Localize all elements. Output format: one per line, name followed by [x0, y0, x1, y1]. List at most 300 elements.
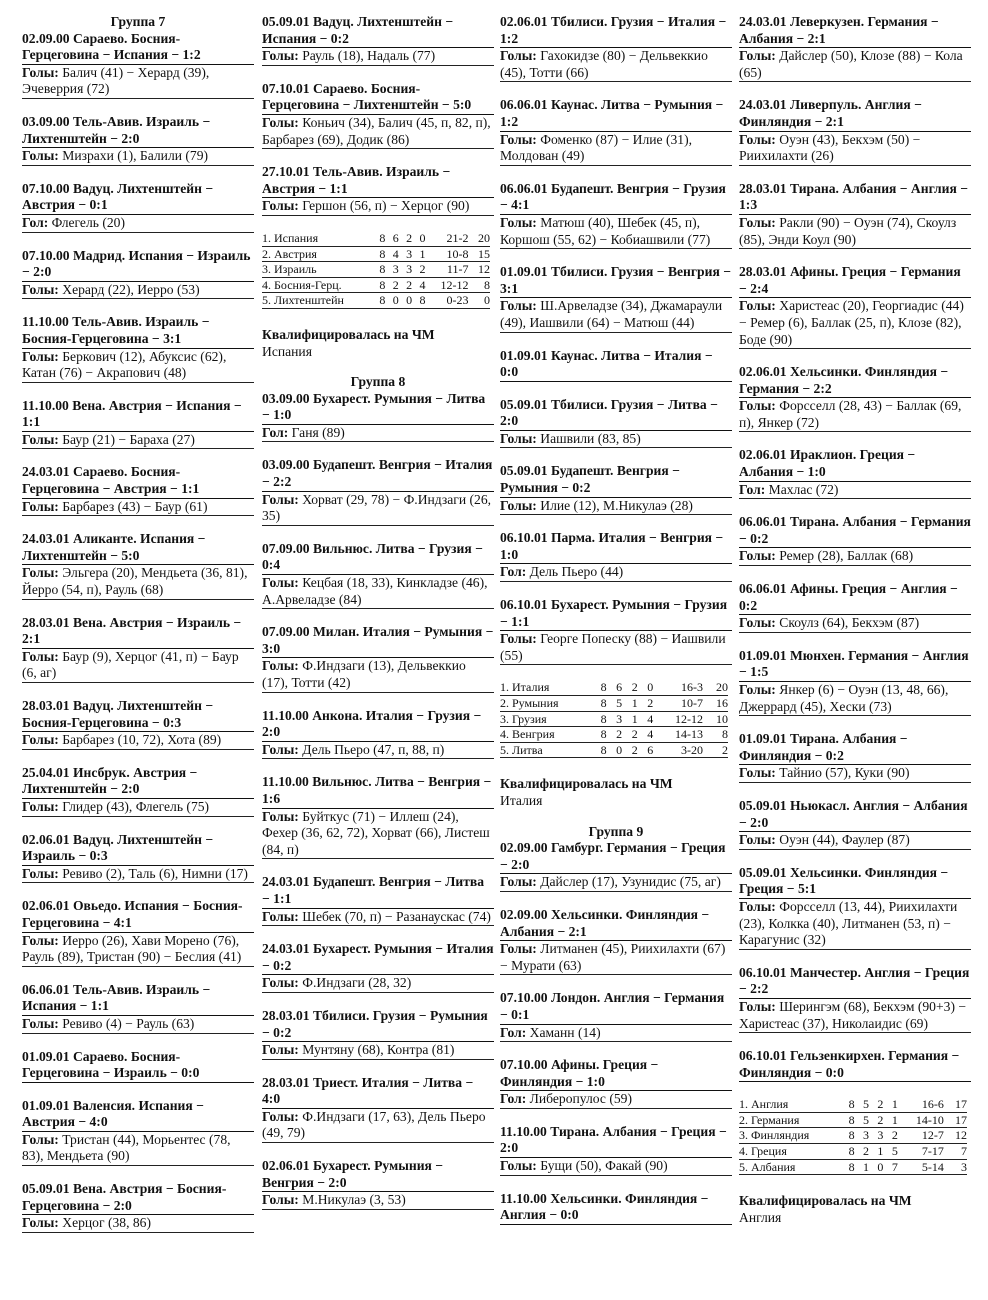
match-header: 11.10.00 Анкона. Италия − Грузия − 2:0	[262, 708, 494, 742]
match-entry	[500, 14, 732, 82]
goals-scorers: Георге Попеску (88) − Иашвили (55)	[500, 631, 726, 663]
standings-gd: 21-2	[426, 231, 469, 246]
standings-w: 2	[607, 727, 623, 743]
standings-d: 2	[869, 1097, 883, 1112]
goals-scorers: Буйткус (71) − Иллеш (24), Фехер (36, 62, 72), Хорват (66), Листеш (84, п)	[262, 808, 490, 857]
match-header: 06.10.01 Парма. Италия − Венгрия − 1:0	[500, 530, 732, 564]
match-goals	[500, 631, 732, 665]
standings-d: 0	[399, 293, 412, 309]
goals-label: Гол:	[22, 214, 49, 230]
match-goals	[262, 575, 494, 609]
goals-label: Голы:	[500, 941, 537, 957]
standings-p: 8	[372, 231, 385, 246]
goals-label: Голы:	[262, 975, 299, 991]
goals-scorers: Иашвили (83, 85)	[540, 430, 641, 446]
goals-label: Голы:	[739, 998, 776, 1014]
goals-label: Голы:	[500, 430, 537, 446]
goals-scorers: Шебек (70, п) − Разанаускас (74)	[302, 908, 491, 924]
match-goals	[500, 941, 732, 975]
match-goals	[500, 1025, 732, 1043]
standings-w: 2	[855, 1144, 869, 1160]
match-entry	[22, 615, 254, 683]
standings-l: 2	[412, 262, 425, 278]
group-8-title: Группа 8	[350, 374, 406, 390]
match-goals	[500, 48, 732, 82]
match-header: 02.06.01 Бухарест. Румыния − Венгрия − 2:0	[262, 1158, 494, 1192]
goals-label: Гол:	[739, 481, 766, 497]
standings-pts: 16	[703, 696, 728, 712]
match-header: 28.03.01 Афины. Греция − Германия − 2:4	[739, 264, 971, 298]
group-7-qualified	[262, 327, 494, 360]
standings-pts: 0	[468, 293, 490, 309]
standings-p: 8	[372, 246, 385, 262]
standings-gd: 12-12	[653, 711, 703, 727]
match-entry	[739, 865, 971, 950]
match-header: 05.09.01 Вадуц. Лихтенштейн − Испания − 0:2	[262, 14, 494, 48]
group-9-title: Группа 9	[588, 823, 644, 839]
match-goals	[739, 765, 971, 783]
goals-scorers: Иерро (26), Хави Морено (76), Рауль (89), Тристан (90) − Беслия (41)	[22, 932, 242, 965]
goals-scorers: Баур (21) − Бараха (27)	[62, 431, 195, 447]
match-goals	[500, 1091, 732, 1109]
standings-team: 3. Грузия	[500, 711, 591, 727]
standings-pts: 20	[703, 680, 728, 695]
match-header: 24.03.01 Будапешт. Венгрия − Литва − 1:1	[262, 874, 494, 908]
match-entry	[500, 348, 732, 382]
standings-d: 2	[399, 231, 412, 246]
standings-d: 2	[622, 727, 638, 743]
standings-gd: 11-7	[426, 262, 469, 278]
match-header: 06.06.01 Тирана. Албания − Германия − 0:2	[739, 514, 971, 548]
goals-scorers: Ревиво (2), Таль (6), Нимни (17)	[62, 865, 248, 881]
match-goals	[500, 874, 732, 892]
match-entry	[739, 514, 971, 566]
match-entry	[262, 1008, 494, 1060]
standings-d: 3	[869, 1128, 883, 1144]
standings-gd: 12-7	[898, 1128, 944, 1144]
match-goals	[500, 132, 732, 166]
match-entry	[22, 1098, 254, 1166]
standings-row	[262, 262, 490, 278]
goals-scorers: Скоулз (64), Бекхэм (87)	[779, 615, 920, 631]
match-entry	[500, 1191, 732, 1225]
match-entry	[500, 990, 732, 1042]
standings-team: 2. Германия	[739, 1112, 840, 1128]
standings-gd: 14-13	[653, 727, 703, 743]
match-header: 24.03.01 Бухарест. Румыния − Италия − 0:2	[262, 941, 494, 975]
standings-gd: 12-12	[426, 277, 469, 293]
standings-team: 1. Англия	[739, 1097, 840, 1112]
match-entry	[22, 314, 254, 382]
goals-label: Голы:	[739, 398, 776, 414]
match-goals	[500, 1158, 732, 1176]
standings-l: 4	[638, 727, 654, 743]
goals-scorers: Баур (9), Херцог (41, п) − Баур (6, аг)	[22, 648, 239, 681]
standings-gd: 16-3	[653, 680, 703, 695]
standings-row	[262, 277, 490, 293]
standings-w: 4	[385, 246, 398, 262]
goals-scorers: Гахокидзе (80) − Дельвеккио (45), Тотти (66)	[500, 48, 708, 80]
match-goals	[22, 1215, 254, 1233]
match-entry	[22, 398, 254, 450]
goals-scorers: Янкер (6) − Оуэн (13, 48, 66), Джеррард (45), Хески (73)	[739, 682, 949, 714]
match-goals	[262, 198, 494, 216]
standings-row	[500, 696, 728, 712]
goals-scorers: Мизрахи (1), Балили (79)	[62, 148, 209, 164]
goals-label: Голы:	[739, 48, 776, 64]
group-8-qualified	[500, 776, 732, 809]
match-goals	[500, 215, 732, 249]
match-header: 11.10.00 Хельсинки. Финляндия − Англия − 0:0	[500, 1191, 732, 1225]
match-header: 28.03.01 Тбилиси. Грузия − Румыния − 0:2	[262, 1008, 494, 1042]
standings-d: 1	[622, 696, 638, 712]
goals-label: Голы:	[500, 48, 537, 64]
standings-d: 2	[622, 680, 638, 695]
goals-label: Голы:	[500, 131, 537, 147]
match-entry	[22, 1181, 254, 1233]
goals-scorers: Флегель (20)	[51, 214, 125, 230]
match-entry	[22, 464, 254, 516]
match-goals	[22, 65, 254, 99]
standings-p: 8	[840, 1112, 854, 1128]
match-entry	[262, 164, 494, 216]
standings-w: 6	[385, 231, 398, 246]
goals-label: Голы:	[739, 131, 776, 147]
match-goals	[262, 809, 494, 860]
standings-p: 8	[591, 711, 607, 727]
goals-scorers: Литманен (45), Риихилахти (67) − Мурати (63)	[500, 941, 726, 973]
standings-p: 8	[372, 293, 385, 309]
standings-w: 1	[855, 1159, 869, 1175]
goals-scorers: Хорват (29, 78) − Ф.Индзаги (26, 35)	[262, 491, 492, 524]
match-entry	[739, 97, 971, 165]
standings-l: 1	[883, 1097, 897, 1112]
group-7-standings	[262, 231, 490, 309]
standings-row	[739, 1097, 967, 1112]
match-goals	[262, 1192, 494, 1210]
match-entry	[739, 965, 971, 1033]
goals-scorers: Херард (22), Иерро (53)	[62, 281, 200, 297]
match-goals	[22, 215, 254, 233]
match-entry	[22, 765, 254, 817]
match-goals	[262, 975, 494, 993]
group-8-matches-cont	[500, 14, 732, 665]
standings-pts: 10	[703, 711, 728, 727]
match-entry	[500, 530, 732, 582]
match-entry	[22, 898, 254, 966]
match-header: 06.06.01 Афины. Греция − Англия − 0:2	[739, 581, 971, 615]
match-entry	[500, 1057, 732, 1109]
match-header: 06.10.01 Манчестер. Англия − Греция − 2:2	[739, 965, 971, 999]
goals-label: Голы:	[22, 64, 59, 80]
standings-l: 5	[883, 1144, 897, 1160]
goals-label: Гол:	[500, 564, 527, 580]
standings-w: 0	[607, 742, 623, 758]
goals-scorers: Либеропулос (59)	[529, 1091, 632, 1107]
standings-gd: 5-14	[898, 1159, 944, 1175]
goals-scorers: Форсселл (28, 43) − Баллак (69, п), Янкер (72)	[739, 398, 962, 430]
match-goals	[22, 349, 254, 383]
match-header: 07.10.00 Вадуц. Лихтенштейн − Австрия − 0:1	[22, 181, 254, 215]
goals-scorers: Коньич (34), Балич (45, п, 82, п), Барбарез (69), Додик (86)	[262, 114, 491, 147]
match-goals	[22, 499, 254, 517]
match-header: 24.03.01 Сараево. Босния-Герцеговина − Австрия − 1:1	[22, 464, 254, 498]
group-9-standings	[739, 1097, 967, 1175]
standings-w: 2	[385, 277, 398, 293]
standings-pts: 7	[944, 1144, 967, 1160]
match-entry	[500, 463, 732, 515]
group-7-title: Группа 7	[110, 14, 166, 29]
standings-team: 4. Греция	[739, 1144, 840, 1160]
goals-label: Голы:	[22, 148, 59, 164]
match-header: 02.09.00 Хельсинки. Финляндия − Албания − 2:1	[500, 907, 732, 941]
standings-p: 8	[840, 1128, 854, 1144]
match-goals	[22, 866, 254, 884]
goals-scorers: Гершон (56, п) − Херцог (90)	[302, 198, 470, 214]
match-header: 05.09.01 Будапешт. Венгрия − Румыния − 0:2	[500, 463, 732, 497]
goals-label: Гол:	[262, 424, 289, 440]
match-header: 01.09.01 Тбилиси. Грузия − Венгрия − 3:1	[500, 264, 732, 298]
match-entry	[262, 1158, 494, 1210]
standings-row	[500, 727, 728, 743]
goals-scorers: Ганя (89)	[291, 424, 345, 440]
match-goals	[22, 565, 254, 599]
match-header: 02.06.01 Тбилиси. Грузия − Италия − 1:2	[500, 14, 732, 48]
goals-label: Голы:	[262, 908, 299, 924]
match-goals	[262, 115, 494, 149]
standings-team: 3. Финляндия	[739, 1128, 840, 1144]
match-header: 02.06.01 Ираклион. Греция − Албания − 1:0	[739, 447, 971, 481]
goals-scorers: Беркович (12), Абуксис (62), Катан (76) − Акрапович (48)	[22, 348, 227, 381]
match-header: 07.10.01 Сараево. Босния-Герцеговина − Лихтенштейн − 5:0	[262, 81, 494, 115]
standings-p: 8	[591, 696, 607, 712]
standings-row	[739, 1128, 967, 1144]
standings-row	[262, 293, 490, 309]
goals-scorers: Эльгера (20), Мендьета (36, 81), Йерро (54, п), Рауль (68)	[22, 565, 248, 598]
match-header: 02.09.00 Сараево. Босния-Герцеговина − Испания − 1:2	[22, 31, 254, 65]
match-header: 01.09.01 Тирана. Албания − Финляндия − 0:2	[739, 731, 971, 765]
match-goals	[739, 398, 971, 432]
goals-scorers: Кецбая (18, 33), Кинкладзе (46), А.Арвеладзе (84)	[262, 575, 488, 607]
match-entry	[500, 264, 732, 332]
match-goals	[22, 732, 254, 750]
goals-label: Голы:	[500, 298, 537, 314]
standings-pts: 17	[944, 1097, 967, 1112]
match-goals	[739, 615, 971, 633]
match-header: 02.09.00 Гамбург. Германия − Греция − 2:0	[500, 840, 732, 874]
goals-label: Голы:	[262, 114, 299, 130]
match-entry	[739, 264, 971, 349]
standings-team: 4. Венгрия	[500, 727, 591, 743]
match-goals	[22, 1132, 254, 1166]
qualified-label: Квалифицировалась на ЧМ	[262, 326, 435, 342]
standings-row	[739, 1144, 967, 1160]
standings-l: 1	[412, 246, 425, 262]
match-entry	[22, 114, 254, 166]
goals-scorers: Барбарез (10, 72), Хота (89)	[62, 732, 222, 748]
goals-label: Голы:	[262, 575, 299, 591]
goals-label: Голы:	[739, 765, 776, 781]
match-entry	[262, 391, 494, 443]
match-goals	[739, 132, 971, 166]
goals-label: Голы:	[500, 497, 537, 513]
standings-w: 6	[607, 680, 623, 695]
standings-pts: 2	[703, 742, 728, 758]
match-header: 01.09.01 Сараево. Босния-Герцеговина − Израиль − 0:0	[22, 1049, 254, 1083]
standings-gd: 3-20	[653, 742, 703, 758]
standings-l: 2	[883, 1128, 897, 1144]
qualified-label: Квалифицировалась на ЧМ	[739, 1193, 912, 1209]
standings-w: 3	[855, 1128, 869, 1144]
standings-row	[500, 711, 728, 727]
match-goals	[262, 909, 494, 927]
standings-pts: 8	[468, 277, 490, 293]
match-entry	[262, 541, 494, 609]
match-goals	[22, 148, 254, 166]
match-header: 02.06.01 Хельсинки. Финляндия − Германия − 2:2	[739, 364, 971, 398]
match-header: 05.09.01 Тбилиси. Грузия − Литва − 2:0	[500, 397, 732, 431]
standings-team: 2. Румыния	[500, 696, 591, 712]
match-header: 24.03.01 Ливерпуль. Англия − Финляндия − 2:1	[739, 97, 971, 131]
goals-label: Голы:	[22, 648, 59, 664]
standings-team: 2. Австрия	[262, 246, 372, 262]
standings-l: 1	[883, 1112, 897, 1128]
standings-d: 3	[399, 262, 412, 278]
match-entry	[262, 1075, 494, 1143]
standings-gd: 16-6	[898, 1097, 944, 1112]
match-goals	[22, 649, 254, 683]
standings-row	[739, 1112, 967, 1128]
standings-l: 0	[638, 680, 654, 695]
match-entry	[500, 597, 732, 665]
standings-row	[500, 680, 728, 695]
match-goals	[22, 799, 254, 817]
match-entry	[22, 248, 254, 300]
standings-l: 0	[412, 231, 425, 246]
goals-scorers: Матюш (40), Шебек (45, п), Коршош (55, 62) − Кобиашвили (77)	[500, 214, 711, 247]
column-3	[500, 14, 732, 1240]
match-header: 06.06.01 Тель-Авив. Израиль − Испания − 1:1	[22, 982, 254, 1016]
match-header: 01.09.01 Каунас. Литва − Италия − 0:0	[500, 348, 732, 382]
standings-team: 4. Босния-Герц.	[262, 277, 372, 293]
match-header: 02.06.01 Овьедо. Испания − Босния-Герцеговина − 4:1	[22, 898, 254, 932]
standings-team: 5. Лихтенштейн	[262, 293, 372, 309]
goals-label: Голы:	[500, 1158, 537, 1174]
goals-scorers: Ф.Индзаги (28, 32)	[302, 975, 412, 991]
match-header: 02.06.01 Вадуц. Лихтенштейн − Израиль − 0:3	[22, 832, 254, 866]
match-entry	[262, 774, 494, 859]
match-goals	[739, 482, 971, 500]
standings-p: 8	[591, 680, 607, 695]
match-header: 28.03.01 Тирана. Албания − Англия − 1:3	[739, 181, 971, 215]
goals-scorers: Дайслер (17), Узунидис (75, аг)	[540, 874, 721, 890]
standings-d: 1	[869, 1144, 883, 1160]
goals-scorers: Ф.Индзаги (13), Дельвеккио (17), Тотти (42)	[262, 658, 466, 690]
goals-label: Голы:	[262, 741, 299, 757]
goals-label: Голы:	[22, 932, 59, 948]
match-entry	[739, 1048, 971, 1082]
match-header: 05.09.01 Хельсинки. Финляндия − Греция − 5:1	[739, 865, 971, 899]
match-entry	[739, 364, 971, 432]
standings-d: 2	[622, 742, 638, 758]
match-goals	[739, 999, 971, 1033]
goals-scorers: Харистеас (20), Георгиадис (44) − Ремер (6), Баллак (25, п), Клозе (82), Боде (90)	[739, 298, 964, 347]
qualified-team: Италия	[500, 792, 543, 808]
standings-team: 3. Израиль	[262, 262, 372, 278]
match-header: 28.03.01 Вена. Австрия − Израиль − 2:1	[22, 615, 254, 649]
match-goals	[262, 1109, 494, 1143]
match-header: 07.10.00 Афины. Греция − Финляндия − 1:0	[500, 1057, 732, 1091]
match-header: 24.03.01 Аликанте. Испания − Лихтенштейн − 5:0	[22, 531, 254, 565]
standings-gd: 7-17	[898, 1144, 944, 1160]
match-goals	[739, 832, 971, 850]
goals-scorers: Оуэн (43), Бекхэм (50) − Риихилахти (26)	[739, 131, 921, 164]
standings-p: 8	[840, 1144, 854, 1160]
goals-label: Голы:	[262, 1042, 299, 1058]
standings-row	[739, 1159, 967, 1175]
goals-label: Голы:	[262, 48, 299, 64]
match-goals	[22, 432, 254, 450]
goals-label: Голы:	[739, 682, 776, 697]
match-header: 01.09.01 Мюнхен. Германия − Англия − 1:5	[739, 648, 971, 682]
goals-label: Голы:	[22, 798, 59, 814]
goals-scorers: М.Никулаэ (3, 53)	[302, 1192, 406, 1208]
match-goals	[500, 498, 732, 516]
goals-scorers: Дель Пьеро (47, п, 88, п)	[302, 741, 445, 757]
match-header: 06.06.01 Каунас. Литва − Румыния − 1:2	[500, 97, 732, 131]
goals-scorers: Ш.Арвеладзе (34), Джамараули (49), Иашвили (64) − Матюш (44)	[500, 298, 723, 330]
goals-label: Голы:	[22, 565, 59, 581]
group-9-matches	[500, 840, 732, 1225]
match-header: 28.03.01 Триест. Италия − Литва − 4:0	[262, 1075, 494, 1109]
match-entry	[262, 14, 494, 66]
match-header: 07.09.00 Милан. Италия − Румыния − 3:0	[262, 624, 494, 658]
standings-d: 0	[869, 1159, 883, 1175]
match-header: 25.04.01 Инсбрук. Австрия − Лихтенштейн − 2:0	[22, 765, 254, 799]
standings-row	[262, 231, 490, 246]
standings-pts: 8	[703, 727, 728, 743]
goals-scorers: Бущи (50), Факай (90)	[540, 1158, 668, 1174]
match-entry	[262, 708, 494, 760]
match-header: 07.10.00 Лондон. Англия − Германия − 0:1	[500, 990, 732, 1024]
standings-p: 8	[840, 1097, 854, 1112]
match-entry	[22, 531, 254, 599]
standings-p: 8	[372, 277, 385, 293]
match-entry	[500, 397, 732, 449]
qualified-label: Квалифицировалась на ЧМ	[500, 776, 673, 792]
goals-label: Голы:	[262, 658, 299, 674]
goals-label: Голы:	[22, 1131, 59, 1147]
match-goals	[739, 48, 971, 82]
match-header: 05.09.01 Ньюкасл. Англия − Албания − 2:0	[739, 798, 971, 832]
standings-p: 8	[840, 1159, 854, 1175]
goals-label: Голы:	[739, 898, 776, 914]
match-goals	[262, 1042, 494, 1060]
goals-scorers: Тайнио (57), Куки (90)	[779, 765, 910, 781]
goals-scorers: Глидер (43), Флегель (75)	[62, 798, 210, 814]
match-entry	[739, 581, 971, 633]
match-header: 01.09.01 Валенсия. Испания − Австрия − 4:0	[22, 1098, 254, 1132]
goals-label: Голы:	[22, 348, 59, 364]
standings-w: 5	[855, 1112, 869, 1128]
standings-gd: 10-8	[426, 246, 469, 262]
standings-p: 8	[372, 262, 385, 278]
standings-gd: 10-7	[653, 696, 703, 712]
match-goals	[22, 1016, 254, 1034]
goals-label: Голы:	[739, 615, 776, 631]
goals-label: Голы:	[500, 214, 537, 230]
goals-label: Голы:	[22, 732, 59, 748]
